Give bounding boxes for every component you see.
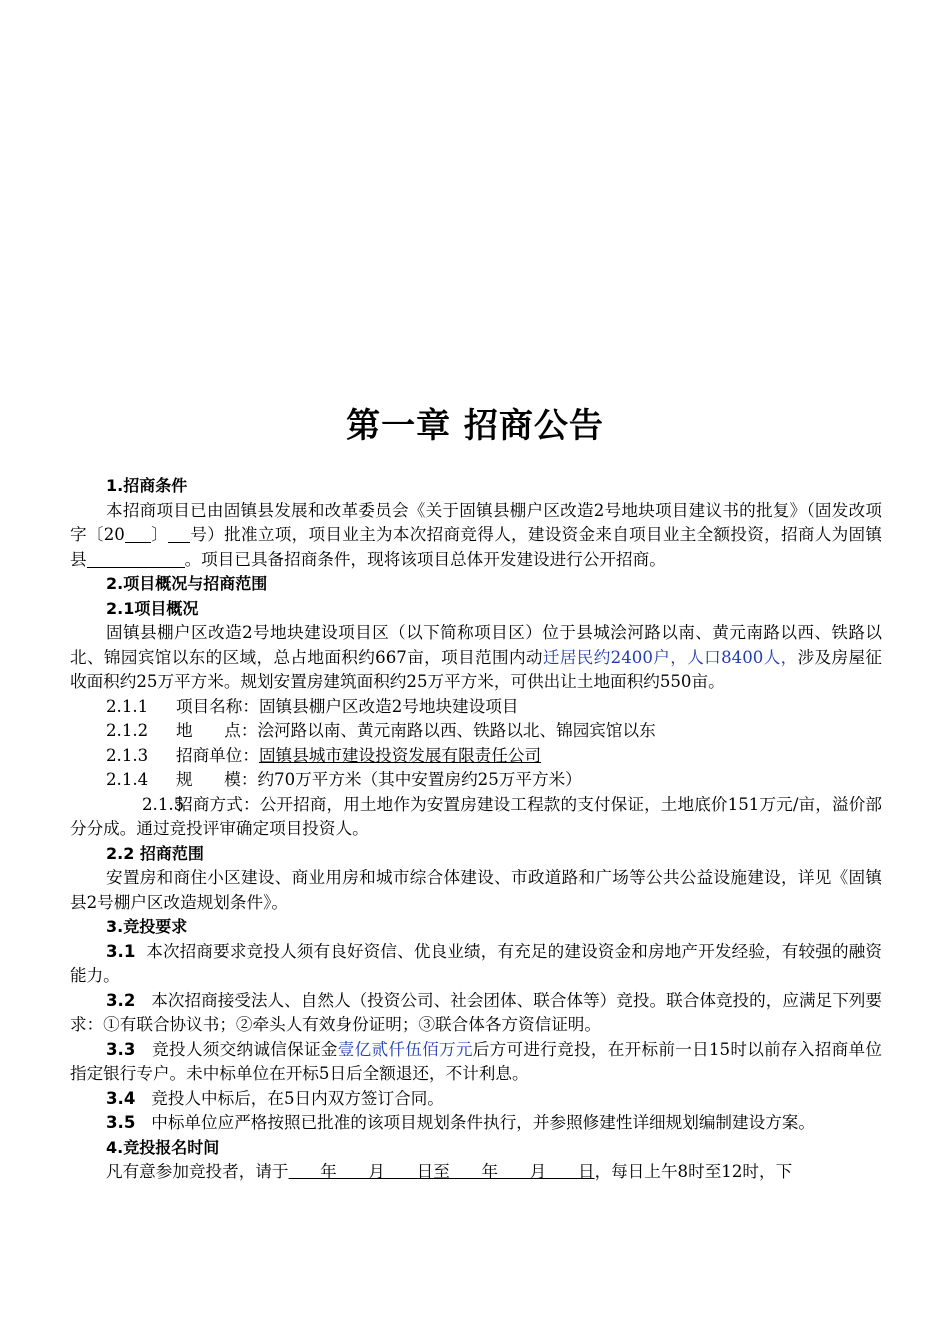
paragraph: 本招商项目已由固镇县发展和改革委员会《关于固镇县棚户区改造2号地块项目建议书的批复》（固发改项字〔20 〕 号）批准立项，项目业主为本次招商竞得人，建设资金来自项目业主全额投资，招商人为固镇县 。项目已具备招商条件，现将该项目总体开发建设进行公开招商。 — [70, 500, 883, 569]
list-item: 2.1.2 地 点：浍河路以南、黄元南路以西、铁路以北、锦园宾馆以东 — [106, 721, 656, 740]
paragraph: 固镇县棚户区改造2号地块建设项目区（以下简称项目区）位于县城浍河路以南、黄元南路以西、铁路以北、锦园宾馆以东的区域，总占地面积约667亩，项目范围内动迁居民约2400户，人口8400人，涉及房屋征收面积约25万平方米。规划安置房建筑面积约25万平方米，可供出让土地面积约550亩。 — [70, 623, 883, 691]
section-heading: 4.竞投报名时间 — [106, 1137, 220, 1157]
list-item: 2.1.4 规 模：约70万平方米（其中安置房约25万平方米） — [106, 770, 582, 789]
highlighted-text: 迁居民约2400户，人口8400人， — [542, 647, 798, 667]
paragraph: 凡有意参加竞投者，请于 年 月 日至 年 月 日，每日上午8时至12时，下 — [106, 1162, 793, 1181]
subsection-heading: 2.2 招商范围 — [106, 843, 204, 863]
section-heading: 2.项目概况与招商范围 — [106, 574, 268, 593]
list-item: 2.1.5招商方式：公开招商，用土地作为安置房建设工程款的支付保证，土地底价151万元/亩，溢价部分分成。通过竞投评审确定项目投资人。 — [70, 794, 883, 838]
paragraph: 安置房和商住小区建设、商业用房和城市综合体建设、市政道路和广场等公共公益设施建设，详见《固镇县2号棚户区改造规划条件》。 — [70, 868, 882, 912]
section-heading: 3.竞投要求 — [106, 917, 188, 936]
blank-field — [87, 550, 185, 568]
list-item: 2.1.1 项目名称：固镇县棚户区改造2号地块建设项目 — [106, 696, 519, 716]
document-body — [70, 474, 882, 1185]
highlighted-amount: 壹亿贰仟伍佰万元 — [337, 1039, 473, 1059]
section-heading: 1.招商条件 — [106, 476, 188, 495]
list-item: 3.5 中标单位应严格按照已批准的该项目规划条件执行，并参照修建性详细规划编制建设方案。 — [106, 1113, 815, 1132]
list-item: 3.2 本次招商接受法人、自然人（投资公司、社会团体、联合体等）竞投。联合体竞投的，应满足下列要求：①有联合协议书；②牵头人有效身份证明；③联合体各方资信证明。 — [70, 990, 883, 1034]
underlined-unit-name: 固镇县城市建设投资发展有限责任公司 — [258, 745, 542, 765]
date-blank: 年 月 日至 年 月 日 — [288, 1162, 595, 1181]
list-item: 3.1 本次招商要求竞投人须有良好资信、优良业绩，有充足的建设资金和房地产开发经验，有较强的融资能力。 — [70, 941, 882, 985]
subsection-heading: 2.1项目概况 — [106, 598, 199, 618]
blank-field — [125, 525, 151, 543]
blank-field — [168, 525, 190, 543]
chapter-title: 第一章 招商公告 — [346, 406, 604, 446]
list-item: 2.1.3 招商单位：固镇县城市建设投资发展有限责任公司 — [106, 745, 542, 765]
list-item: 3.3 竞投人须交纳诚信保证金壹亿贰仟伍佰万元后方可进行竞投，在开标前一日15时以前存入招商单位指定银行专户。未中标单位在开标5日后全额退还，不计利息。 — [70, 1039, 882, 1083]
list-item: 3.4 竞投人中标后，在5日内双方签订合同。 — [106, 1088, 444, 1108]
